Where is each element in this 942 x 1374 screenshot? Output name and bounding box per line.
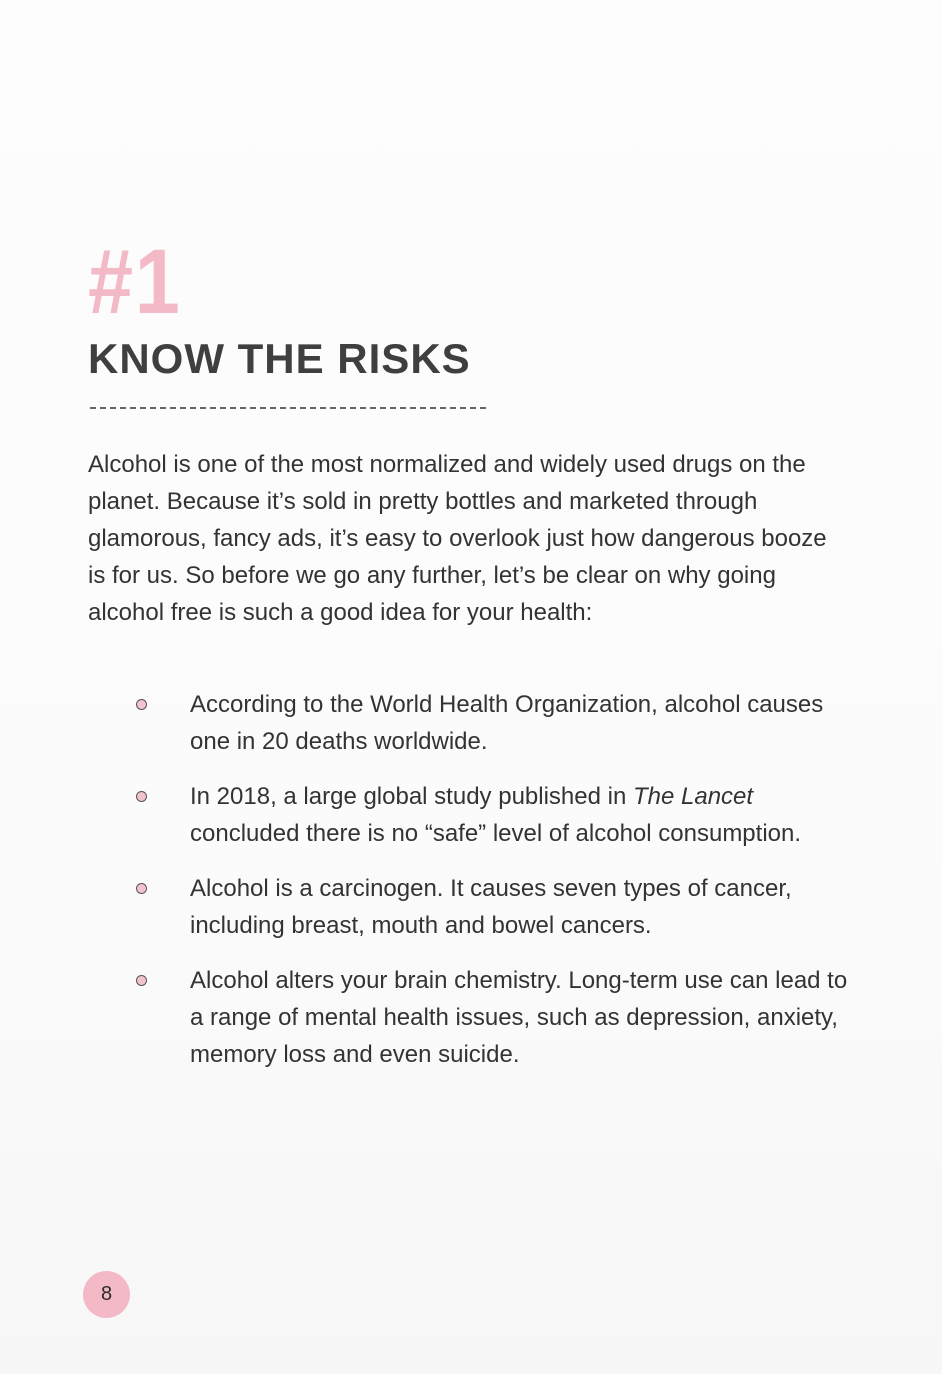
list-item-text: Alcohol alters your brain chemistry. Long-term use can lead to a range of mental health issues, such as depression, anxiety, memory loss and even suicide. — [190, 967, 848, 1068]
list-item-text-before: In 2018, a large global study published in — [190, 783, 633, 810]
chapter-title: KNOW THE RISKS — [88, 335, 471, 382]
list-item — [130, 962, 850, 1073]
bullet-dot-icon — [136, 883, 147, 894]
risk-list — [130, 686, 850, 1091]
list-item-text: According to the World Health Organization, alcohol causes one in 20 deaths worldwide. — [190, 691, 824, 755]
list-item — [130, 686, 850, 760]
chapter-number: #1 — [88, 231, 182, 333]
list-item — [130, 870, 850, 944]
list-item-text: Alcohol is a carcinogen. It causes seven types of cancer, including breast, mouth and bowel cancers. — [190, 875, 792, 939]
dashed-divider — [90, 407, 486, 409]
bullet-dot-icon — [136, 791, 147, 802]
page-number-badge — [83, 1271, 130, 1318]
bullet-dot-icon — [136, 699, 147, 710]
publication-title: The Lancet — [632, 783, 754, 810]
list-item-text-after: concluded there is no “safe” level of alcohol consumption. — [190, 820, 802, 847]
bullet-dot-icon — [136, 975, 147, 986]
page-number: 8 — [100, 1283, 113, 1305]
list-item — [130, 778, 850, 852]
intro-paragraph: Alcohol is one of the most normalized and widely used drugs on the planet. Because it’s sold in pretty bottles and marketed through glamorous, fancy ads, it’s easy to overlook just how dangerous booze is for us. So before we go any further, let’s be clear on why going alcohol free is such a good idea for your health: — [88, 451, 827, 626]
